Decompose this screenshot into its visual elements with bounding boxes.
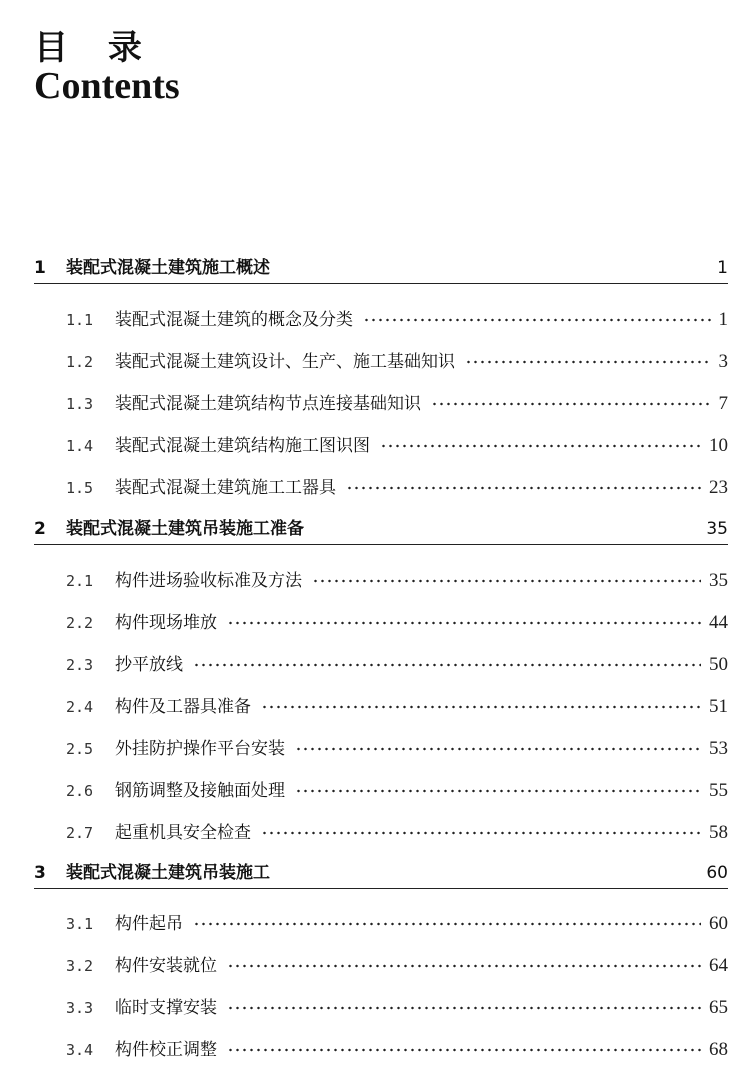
dot-leader (346, 486, 701, 490)
chapter-page: 1 (717, 258, 728, 278)
section-page: 55 (709, 780, 728, 801)
dot-leader (227, 1048, 701, 1052)
section-title: 构件及工器具准备 (115, 697, 251, 717)
toc-chapter-2[interactable] (34, 514, 728, 545)
section-title: 构件现场堆放 (115, 613, 217, 633)
section-number: 3.3 (66, 999, 94, 1017)
dot-leader (363, 318, 711, 322)
dot-leader (227, 621, 701, 625)
section-title: 构件安装就位 (115, 956, 217, 976)
section-page: 51 (709, 696, 728, 717)
dot-leader (431, 402, 711, 406)
page-title-english: Contents (34, 65, 180, 107)
dot-leader (261, 705, 701, 709)
toc-entry-2-3[interactable] (66, 650, 728, 674)
dot-leader (465, 360, 711, 364)
section-page: 65 (709, 997, 728, 1018)
chapter-page: 60 (706, 863, 728, 883)
toc-entry-1-3[interactable] (66, 389, 728, 413)
section-title: 构件校正调整 (115, 1040, 217, 1060)
section-title: 构件进场验收标准及方法 (115, 571, 302, 591)
dot-leader (193, 663, 701, 667)
dot-leader (227, 1006, 701, 1010)
section-number: 2.6 (66, 782, 94, 800)
section-number: 2.5 (66, 740, 94, 758)
toc-entry-1-5[interactable] (66, 473, 728, 497)
section-number: 1.3 (66, 395, 94, 413)
section-title: 装配式混凝土建筑施工工器具 (115, 478, 336, 498)
toc-entry-2-4[interactable] (66, 692, 728, 716)
page-title-chinese: 目 录 (34, 28, 156, 68)
section-page: 3 (718, 351, 728, 372)
page-heading (34, 28, 180, 106)
section-number: 2.3 (66, 656, 94, 674)
toc-chapter-3[interactable] (34, 858, 728, 889)
toc-entry-1-1[interactable] (66, 305, 728, 329)
toc-entry-3-2[interactable] (66, 951, 728, 975)
toc-entry-3-1[interactable] (66, 909, 728, 933)
toc-entry-2-1[interactable] (66, 566, 728, 590)
chapter-number: 2 (34, 519, 46, 539)
section-number: 3.2 (66, 957, 94, 975)
section-number: 2.4 (66, 698, 94, 716)
section-number: 1.2 (66, 353, 94, 371)
section-title: 起重机具安全检查 (115, 823, 251, 843)
section-page: 35 (709, 570, 728, 591)
chapter-title: 装配式混凝土建筑吊装施工 (66, 863, 270, 883)
toc-chapter-1[interactable] (34, 253, 728, 284)
dot-leader (312, 579, 701, 583)
section-number: 2.2 (66, 614, 94, 632)
section-number: 1.4 (66, 437, 94, 455)
toc-entry-2-2[interactable] (66, 608, 728, 632)
section-title: 装配式混凝土建筑的概念及分类 (115, 310, 353, 330)
section-page: 58 (709, 822, 728, 843)
chapter-number: 3 (34, 863, 46, 883)
section-number: 1.5 (66, 479, 94, 497)
section-page: 68 (709, 1039, 728, 1060)
section-title: 钢筋调整及接触面处理 (115, 781, 285, 801)
section-number: 3.4 (66, 1041, 94, 1059)
toc-entry-2-6[interactable] (66, 776, 728, 800)
section-number: 2.1 (66, 572, 94, 590)
dot-leader (261, 831, 701, 835)
chapter-page: 35 (706, 519, 728, 539)
section-title: 装配式混凝土建筑结构施工图识图 (115, 436, 370, 456)
toc-entry-1-4[interactable] (66, 431, 728, 455)
section-number: 1.1 (66, 311, 94, 329)
dot-leader (295, 789, 701, 793)
section-page: 23 (709, 477, 728, 498)
chapter-number: 1 (34, 258, 46, 278)
section-number: 3.1 (66, 915, 94, 933)
section-page: 50 (709, 654, 728, 675)
dot-leader (193, 922, 701, 926)
toc-entry-2-5[interactable] (66, 734, 728, 758)
section-page: 1 (718, 309, 728, 330)
section-page: 10 (709, 435, 728, 456)
section-page: 60 (709, 913, 728, 934)
section-page: 44 (709, 612, 728, 633)
section-title: 装配式混凝土建筑结构节点连接基础知识 (115, 394, 421, 414)
chapter-title: 装配式混凝土建筑吊装施工准备 (66, 519, 304, 539)
section-page: 7 (718, 393, 728, 414)
section-number: 2.7 (66, 824, 94, 842)
section-title: 抄平放线 (115, 655, 183, 675)
toc-entry-3-4[interactable] (66, 1035, 728, 1059)
dot-leader (227, 964, 701, 968)
section-title: 临时支撑安装 (115, 998, 217, 1018)
chapter-title: 装配式混凝土建筑施工概述 (66, 258, 270, 278)
toc-entry-1-2[interactable] (66, 347, 728, 371)
dot-leader (295, 747, 701, 751)
section-page: 64 (709, 955, 728, 976)
section-title: 构件起吊 (115, 914, 183, 934)
dot-leader (380, 444, 701, 448)
toc-entry-3-3[interactable] (66, 993, 728, 1017)
section-title: 装配式混凝土建筑设计、生产、施工基础知识 (115, 352, 455, 372)
toc-entry-2-7[interactable] (66, 818, 728, 842)
section-title: 外挂防护操作平台安装 (115, 739, 285, 759)
section-page: 53 (709, 738, 728, 759)
